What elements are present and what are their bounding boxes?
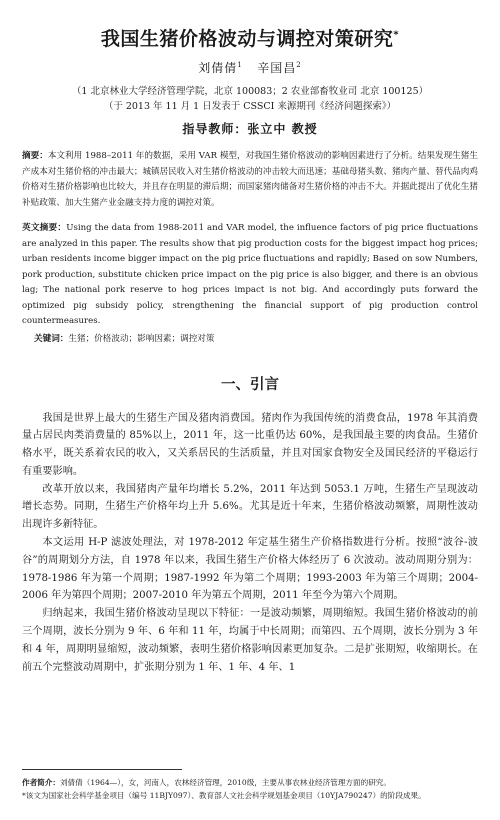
abstract-english-text: Using the data from 1988-2011 and VAR model, the influence factors of pig price fluctuations are analyzed in this paper. The results show that pig production costs for the biggest impact hog prices; urban residents income bigger impact on the pig price fluctuations and rapidly; Based on sow Numbers, pork production, substitute chicken price impact on the pig price is also bigger, and there is an obvious lag; The national pork reserve to hog prices impact is not big. And accordingly puts forward the optimized pig subsidy policy, strengthening the financial support of pig production control countermeasures. [22,223,478,326]
keywords-line [22,332,478,347]
body-text [22,410,478,677]
body-paragraph: 归纳起来，我国生猪价格波动呈现以下特征：一是波动频繁，周期缩短。我国生猪价格波动的前三个周期，波长分别为 9 年、6 年和 11 年，均属于中长周期；而第四、五个周期，波长分别为 3 年和 4 年，周期明显缩短，波动频繁，表明生猪价格影响因素更加复杂。二是扩张期短，收缩期长。在前五个完整波动周期中，扩张期分别为 1 年、1 年、4 年、1 [22,608,478,673]
section-heading: 一、引言 [221,376,279,393]
body-paragraph: 本文运用 H-P 滤波处理法，对 1978-2012 年定基生猪生产价格指数进行分析。按照“波谷-波谷”的周期划分方法，自 1978 年以来，我国生猪生产价格大体经历了 6 次波动。波动周期分别为：1978-1986 年为第一个周期；1987-1992 年为第二个周期；1993-2003 年为第三个周期；2004-2006 年为第四个周期；2007-2010 年为第五个周期，2011 年至今为第六个周期。 [22,537,478,602]
keywords-text: 生猪；价格波动；影响因素；调控对策 [68,333,215,344]
body-paragraph: 改革开放以来，我国猪肉产量年均增长 5.2%，2011 年达到 5053.1 万吨，生猪生产呈现波动增长态势。同期，生猪生产价格年均上升 5.6%。尤其是近十年来，生猪价格波动频繁，周期性波动出现许多新特征。 [22,483,478,531]
author-name-2: 辛国昌 [257,61,297,75]
affiliation-line: （1 北京林业大学经济管理学院，北京 100083；2 农业部畜牧业司 北京 100125） [71,86,429,97]
abstract-english-label: 英文摘要： [22,223,67,233]
paper-title [22,24,478,51]
abstract-chinese-text: 本文利用 1988–2011 年的数据，采用 VAR 模型，对我国生猪价格波动的影响因素进行了分析。结果发现生猪生产成本对生猪价格的冲击最大；城镇居民收入对生猪价格波动的冲击较大而迅速；基础母猪头数、猪肉产量、替代品肉鸡价格对生猪价格影响也比较大，并且存在明显的滞后期；而国家猪肉储备对生猪价格的冲击不大。并据此提出了优化生猪补贴政策、加大生猪产业金融支持力度的调控对策。 [22,151,478,208]
author-bio-text: 刘倩倩（1964—），女，河南人，农林经济管理，2010级，主要从事农林业经济管理方面的研究。 [59,778,391,787]
publication-note: （于 2013 年 11 月 1 日发表于 CSSCI 来源期刊《经济问题探索》） [103,101,397,112]
body-paragraph: 我国是世界上最大的生猪生产国及猪肉消费国。猪肉作为我国传统的消费食品，1978 年其消费量占居民肉类消费量的 85%以上，2011 年，这一比重仍达 60%，是我国最主要的肉食品。生猪价格水平，既关系着农民的收入，又关系居民的生活质量，并且对国家食物安全及国民经济的平稳运行有重要影响。 [22,412,478,477]
title-footnote-mark: * [393,29,400,41]
author-affil-mark-2: 2 [296,61,302,69]
keywords-label: 关键词： [34,333,69,344]
author-bio-label: 作者简介： [22,778,60,787]
author-affil-mark-1: 1 [237,61,243,69]
advisor-line: 指导教师：张立中 教授 [182,122,318,136]
author-line [22,59,478,76]
abstract-chinese [22,149,478,211]
author-bio-footnote [22,776,478,789]
footnote-divider [22,769,182,770]
funding-footnote: *该文为国家社会科学基金项目（编号 11BJY097）、教育部人文社会科学规划基金项目（10YJA790247）的阶段成果。 [22,791,426,800]
author-name-1: 刘倩倩 [198,61,238,75]
paper-title-text: 我国生猪价格波动与调控对策研究 [100,28,394,50]
abstract-chinese-label: 摘要： [22,151,48,161]
abstract-english [22,221,478,330]
footnotes [22,776,478,802]
affiliation-block [22,84,478,114]
